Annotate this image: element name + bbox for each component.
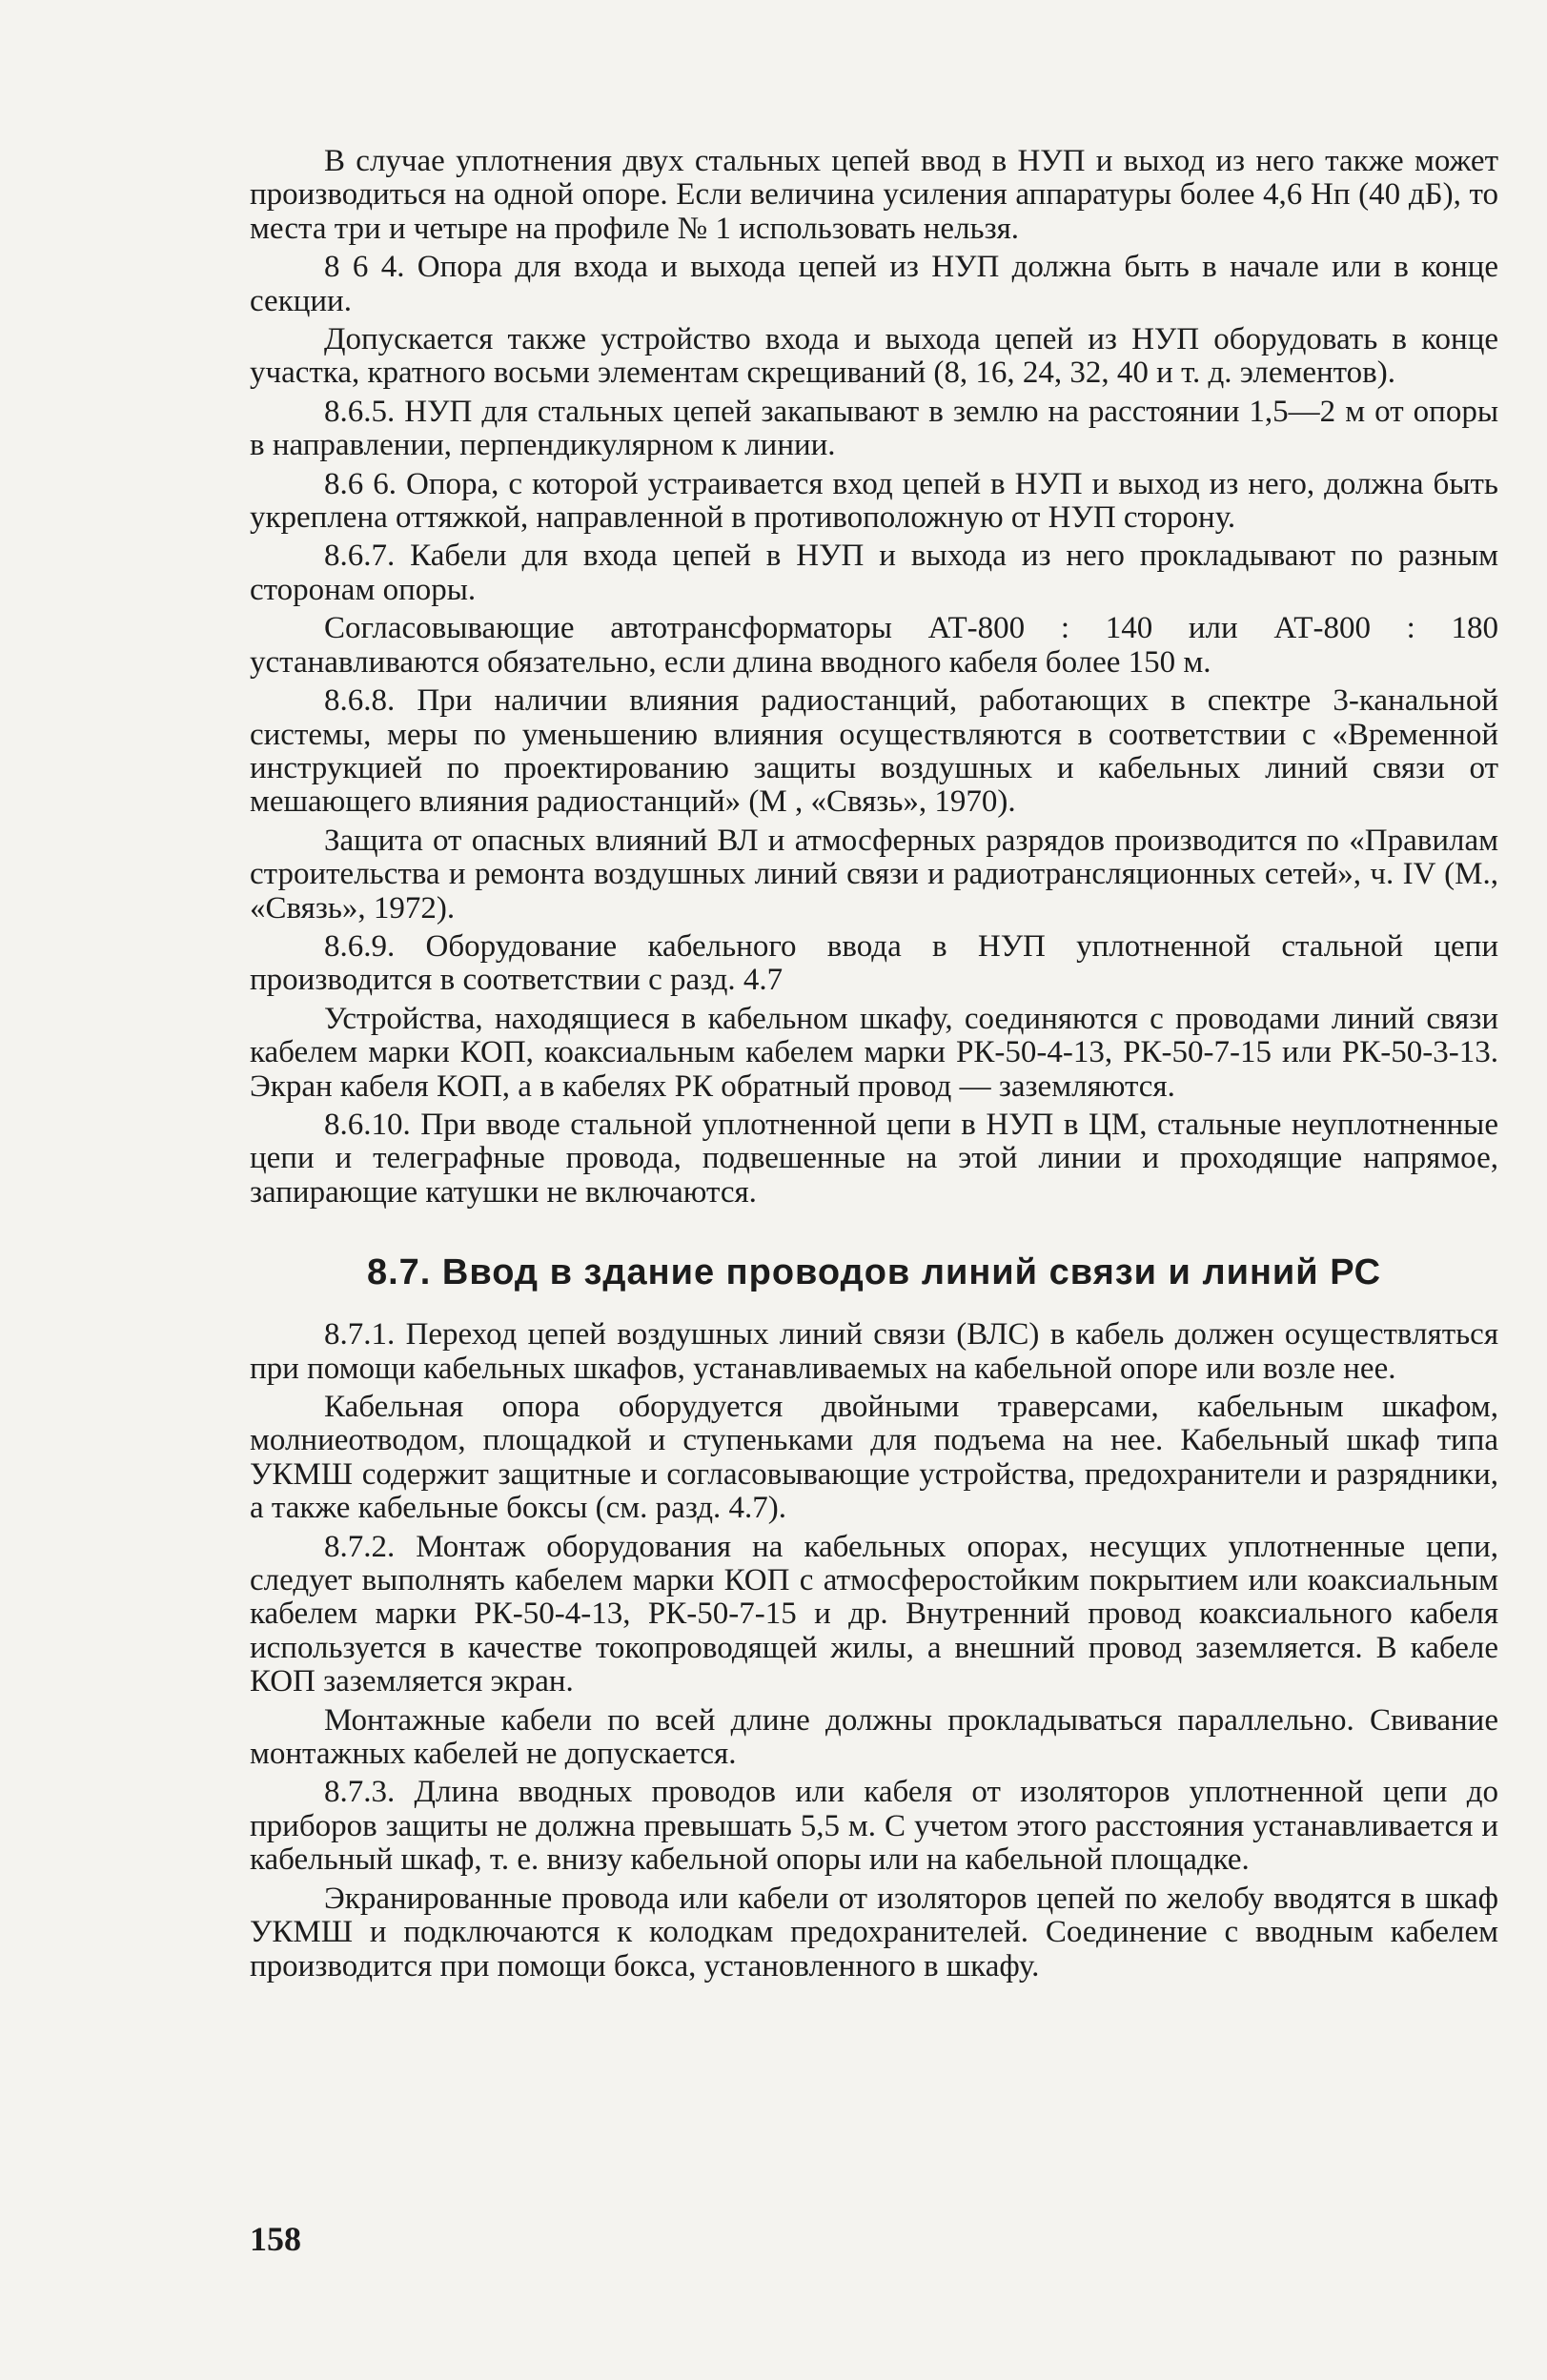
paragraph: Устройства, находящиеся в кабельном шкафу, соединяются с проводами линий связи кабелем марки КОП, коаксиальным кабелем марки РК-50-4-13, РК-50-7-15 или РК-50-3-13. Экран кабеля КОП, а в кабелях РК обратный провод — заземляются.	[250, 1001, 1498, 1104]
paragraph: 8.6.5. НУП для стальных цепей закапывают в землю на расстоянии 1,5—2 м от опоры в направлении, перпендикулярном к линии.	[250, 394, 1498, 463]
paragraph: 8.6.9. Оборудование кабельного ввода в НУП уплотненной стальной цепи производится в соответствии с разд. 4.7	[250, 928, 1498, 998]
paragraph: 8 6 4. Опора для входа и выхода цепей из НУП должна быть в начале или в конце секции.	[250, 250, 1498, 318]
paragraph: Кабельная опора оборудуется двойными траверсами, кабельным шкафом, молниеотводом, площадкой и ступеньками для подъема на нее. Кабельный шкаф типа УКМШ содержит защитные и согласовывающие устройства, предохранители и разрядники, а также кабельные боксы (см. разд. 4.7).	[250, 1390, 1498, 1526]
paragraph: Допускается также устройство входа и выхода цепей из НУП оборудовать в конце участка, кратного восьми элементам скрещиваний (8, 16, 24, 32, 40 и т. д. элементов).	[250, 322, 1498, 391]
paragraph: 8.7.3. Длина вводных проводов или кабеля от изоляторов уплотненной цепи до приборов защиты не должна превышать 5,5 м. С учетом этого расстояния устанавливается и кабельный шкаф, т. е. внизу кабельной опоры или на кабельной площадке.	[250, 1775, 1498, 1878]
paragraph: 8.6.7. Кабели для входа цепей в НУП и выхода из него прокладывают по разным сторонам опоры.	[250, 539, 1498, 607]
section-heading: 8.7. Ввод в здание проводов линий связи и линий РС	[366, 1252, 1382, 1293]
paragraph: В случае уплотнения двух стальных цепей ввод в НУП и выход из него также может производиться на одной опоре. Если величина усиления аппаратуры более 4,6 Нп (40 дБ), то места три и четыре на профиле № 1 использовать нельзя.	[250, 144, 1498, 246]
paragraph: Защита от опасных влияний ВЛ и атмосферных разрядов производится по «Правилам строительства и ремонта воздушных линий связи и радиотрансляционных сетей», ч. IV (М., «Связь», 1972).	[250, 823, 1498, 926]
paragraph: 8.7.2. Монтаж оборудования на кабельных опорах, несущих уплотненные цепи, следует выполнять кабелем марки КОП с атмосферостойким покрытием или коаксиальным кабелем марки РК-50-4-13, РК-50-7-15 и др. Внутренний провод коаксиального кабеля используется в качестве токопроводящей жилы, а внешний провод заземляется. В кабеле КОП заземляется экран.	[250, 1529, 1498, 1699]
paragraph: Согласовывающие автотрансформаторы АТ-800 : 140 или АТ-800 : 180 устанавливаются обязательно, если длина вводного кабеля более 150 м.	[250, 611, 1498, 680]
paragraph: 8.6 6. Опора, с которой устраивается вход цепей в НУП и выход из него, должна быть укреплена оттяжкой, направленной в противоположную от НУП сторону.	[250, 466, 1498, 536]
text-column	[250, 145, 1498, 1988]
paragraph: Экранированные провода или кабели от изоляторов цепей по желобу вводятся в шкаф УКМШ и подключаются к колодкам предохранителей. Соединение с вводным кабелем производится при помощи бокса, установленного в шкафу.	[250, 1881, 1498, 1983]
paragraph: Монтажные кабели по всей длине должны прокладываться параллельно. Свивание монтажных кабелей не допускается.	[250, 1702, 1498, 1772]
paragraph: 8.6.10. При вводе стальной уплотненной цепи в НУП в ЦМ, стальные неуплотненные цепи и телеграфные провода, подвешенные на этой линии и проходящие напрямое, запирающие катушки не включаются.	[250, 1107, 1498, 1210]
page-number: 158	[250, 2220, 301, 2258]
paragraph: 8.6.8. При наличии влияния радиостанций, работающих в спектре 3-канальной системы, меры по уменьшению влияния осуществляются в соответствии с «Временной инструкцией по проектированию защиты воздушных и кабельных линий связи от мешающего влияния радиостанций» (М , «Связь», 1970).	[250, 683, 1498, 820]
paragraph: 8.7.1. Переход цепей воздушных линий связи (ВЛС) в кабель должен осуществляться при помощи кабельных шкафов, устанавливаемых на кабельной опоре или возле нее.	[250, 1317, 1498, 1386]
